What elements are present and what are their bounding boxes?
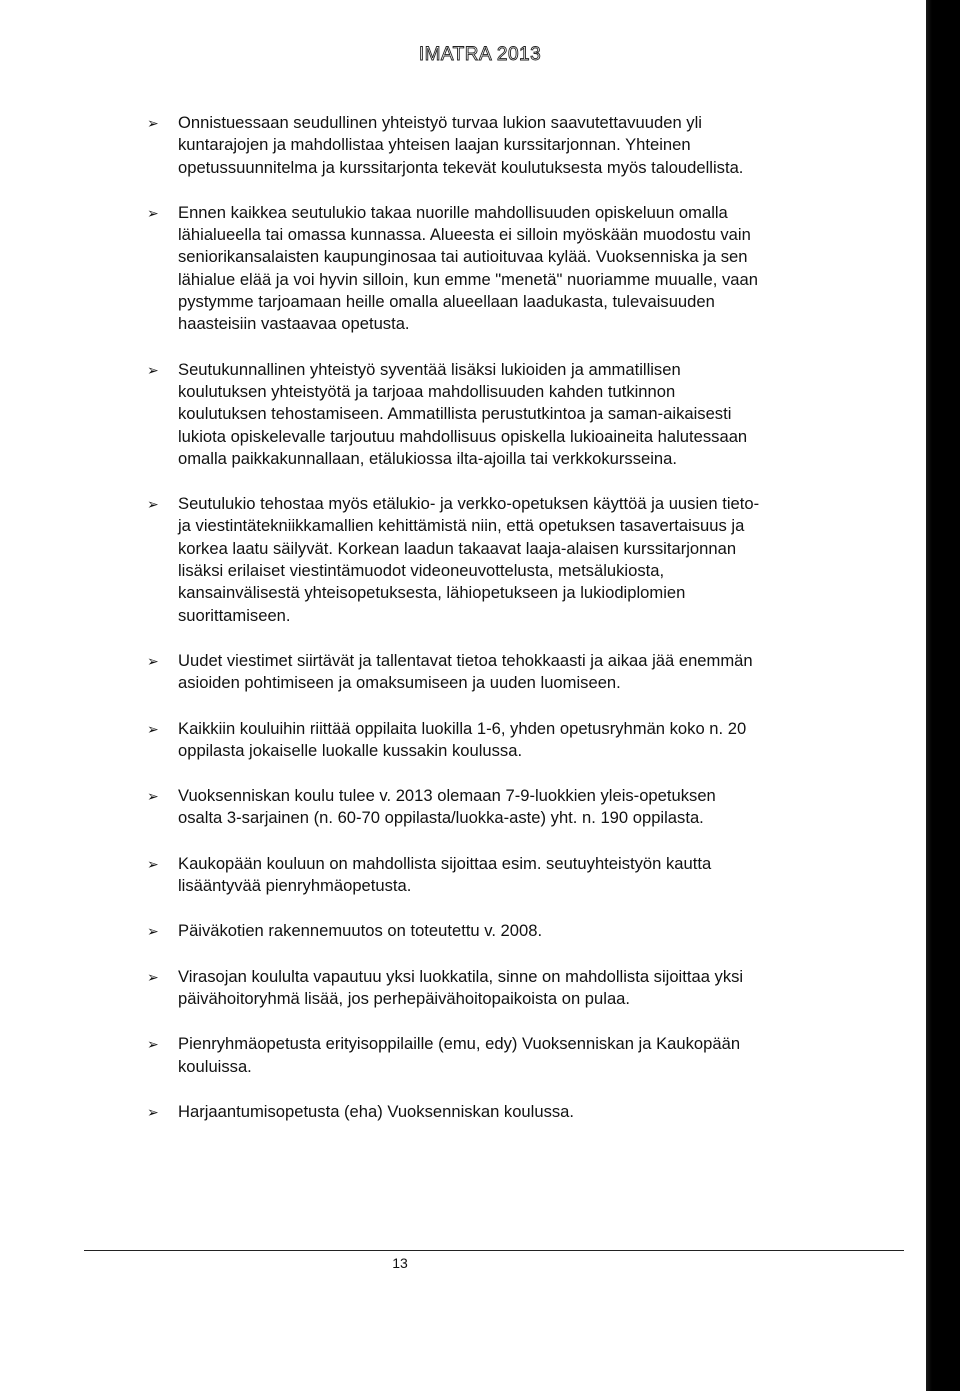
list-item (0, 1101, 960, 1123)
list-item (0, 112, 960, 179)
scan-edge-border (926, 0, 960, 1391)
page-number: 13 (392, 1255, 408, 1271)
arrow-bullet-icon: ➢ (147, 115, 159, 131)
list-item-text: Pienryhmäopetusta erityisoppilaille (emu, edy) Vuoksenniskan ja Kaukopään kouluissa. (178, 1034, 741, 1076)
arrow-bullet-icon: ➢ (147, 720, 159, 737)
list-item (0, 966, 960, 1011)
list-item-text: Ennen kaikkea seutulukio takaa nuorille mahdollisuuden opiskeluun omalla lähialueella tai omassa kunnassa. Alueesta ei silloin myöskään muodostu vain seniorikansalaisten kaupunginosaa tai autioituvaa kylää. Vuoksenniska ja sen lähialue elää ja voi hyvin silloin, kun emme "menetä" nuoriamme muualle, vaan pystymme tarjoamaan heille omalla alueellaan laadukasta, tulevaisuuden haasteisiin vastaavaa opetusta. (178, 202, 758, 334)
list-item-text: Vuoksenniskan koulu tulee v. 2013 olemaan 7-9-luokkien yleis-opetuksen osalta 3-sarjainen (n. 60-70 oppilasta/luokka-aste) yht. n. 190 oppilasta. (178, 786, 716, 828)
list-item (0, 359, 960, 470)
list-item (0, 853, 960, 898)
list-item (0, 920, 960, 942)
arrow-bullet-icon: ➢ (147, 1103, 159, 1120)
list-item (0, 1033, 960, 1078)
list-item (0, 202, 960, 336)
arrow-bullet-icon: ➢ (147, 855, 159, 872)
list-item-text: Harjaantumisopetusta (eha) Vuoksenniskan koulussa. (178, 1101, 575, 1121)
list-item (0, 718, 960, 763)
list-item-text: Virasojan koululta vapautuu yksi luokkatila, sinne on mahdollista sijoittaa yksi päivähoitoryhmä lisää, jos perhepäivähoitopaikoista on pulaa. (178, 966, 744, 1008)
list-item-text: Päiväkotien rakennemuutos on toteutettu v. 2008. (178, 921, 543, 941)
list-item-text: Seutukunnallinen yhteistyö syventää lisäksi lukioiden ja ammatillisen koulutuksen yhteistyötä ja tarjoaa mahdollisuuden kahden tutkinnon koulutuksen tehostamiseen. Ammatillista perustutkintoa ja saman-aikaisesti lukiota opiskelevalle tarjoutuu mahdollisuus opiskella lukioaineita halutessaan omalla paikkakunnallaan, etälukiossa ilta-ajoilla tai verkkokursseina. (178, 359, 748, 468)
list-item (0, 785, 960, 830)
arrow-bullet-icon: ➢ (147, 652, 159, 669)
arrow-bullet-icon: ➢ (147, 496, 159, 513)
bullet-list (0, 112, 960, 1123)
arrow-bullet-icon: ➢ (147, 361, 159, 378)
page-header-title: IMATRA 2013 (418, 44, 542, 65)
list-item-text: Seutulukio tehostaa myös etälukio- ja verkko-opetuksen käyttöä ja uusien tieto- ja viestintätekniikkamallien kehittämistä niin, että opetuksen tasavertaisuus ja korkea laatu säilyvät. Korkean laadun takaavat laaja-alaisen kurssitarjonnan lisäksi erilaiset viestintämuodot videoneuvottelusta, metsälukiosta, kansainvälisestä yhteisopetuksesta, lähiopetukseen ja lukiodiplomien suorittamiseen. (178, 494, 760, 625)
list-item-text: Kaukopään kouluun on mahdollista sijoittaa esim. seutuyhteistyön kautta lisääntyvää pienryhmäopetusta. (178, 853, 712, 896)
arrow-bullet-icon: ➢ (147, 1036, 159, 1053)
list-item-text: Onnistuessaan seudullinen yhteistyö turvaa lukion saavutettavuuden yli kuntarajojen ja mahdollistaa yhteisen laajan kurssitarjonnan. Yhteinen opetussuunnitelma ja kurssitarjonta tekevät koulutuksesta myös taloudellista. (178, 113, 744, 177)
arrow-bullet-icon: ➢ (147, 204, 159, 221)
list-item-text: Uudet viestimet siirtävät ja tallentavat tietoa tehokkaasti ja aikaa jää enemmän asioiden pohtimiseen ja omaksumiseen ja uuden luomiseen. (178, 650, 753, 693)
footer-divider (84, 1250, 904, 1251)
list-item-text: Kaikkiin kouluihin riittää oppilaita luokilla 1-6, yhden opetusryhmän koko n. 20 oppilasta jokaiselle luokalle kussakin koulussa. (178, 718, 747, 760)
arrow-bullet-icon: ➢ (147, 968, 159, 985)
arrow-bullet-icon: ➢ (147, 788, 159, 805)
list-item (0, 493, 960, 627)
list-item (0, 650, 960, 695)
arrow-bullet-icon: ➢ (147, 923, 159, 940)
